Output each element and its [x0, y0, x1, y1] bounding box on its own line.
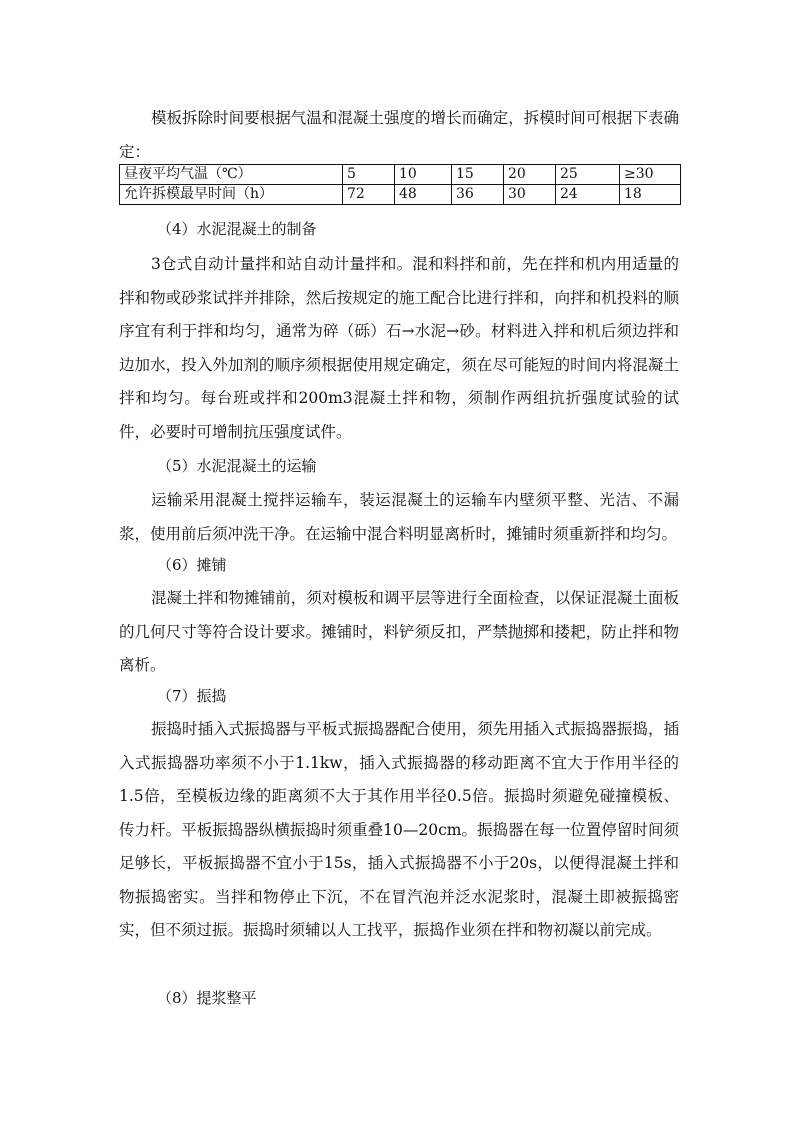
section-paragraph: 运输采用混凝土搅拌运输车，装运混凝土的运输车内壁须平整、光洁、不漏浆，使用前后须冲洗干净。在运输中混合料明显离析时，摊铺时须重新拌和均匀。 [119, 491, 679, 543]
section-heading: （4）水泥混凝土的制备 [157, 220, 317, 238]
table-cell: 72 [343, 185, 395, 205]
table-cell: 20 [504, 165, 556, 185]
table-cell: ≥30 [620, 165, 681, 185]
section-heading: （6）摊铺 [157, 556, 227, 574]
table-cell: 5 [343, 165, 395, 185]
section-heading: （8）提浆整平 [157, 989, 257, 1007]
table-row [120, 185, 681, 205]
table-row-label: 昼夜平均气温（℃） [120, 165, 343, 185]
table-cell: 15 [452, 165, 504, 185]
table-cell: 25 [556, 165, 620, 185]
table-row [120, 165, 681, 185]
section-heading: （7）振捣 [157, 687, 227, 705]
table-row-label: 允许拆模最早时间（h） [120, 185, 343, 205]
table-cell: 30 [504, 185, 556, 205]
table-cell: 48 [395, 185, 452, 205]
table-cell: 18 [620, 185, 681, 205]
section-paragraph: 3仓式自动计量拌和站自动计量拌和。混和料拌和前，先在拌和机内用适量的拌和物或砂浆试拌并排除，然后按规定的施工配合比进行拌和，向拌和机投料的顺序宜有利于拌和均匀，通常为碎（砾）石→水泥→砂。材料进入拌和机后须边拌和边加水，投入外加剂的顺序须根据使用规定确定，须在尽可能短的时间内将混凝土拌和均匀。每台班或拌和200m3混凝土拌和物，须制作两组抗折强度试验的试件，必要时可增制抗压强度试件。 [119, 255, 679, 441]
section-paragraph: 混凝土拌和物摊铺前，须对模板和调平层等进行全面检查，以保证混凝土面板的几何尺寸等符合设计要求。摊铺时，料铲须反扣，严禁抛掷和搂耙，防止拌和物离析。 [119, 589, 679, 674]
section-paragraph: 振捣时插入式振捣器与平板式振捣器配合使用，须先用插入式振捣器振捣，插入式振捣器功率须不小于1.1kw，插入式振捣器的移动距离不宜大于作用半径的1.5倍，至模板边缘的距离须不大于其作用半径0.5倍。振捣时须避免碰撞模板、传力杆。平板振捣器纵横振捣时须重叠10—20cm。振捣器在每一位置停留时间须足够长，平板振捣器不宜小于15s，插入式振捣器不小于20s，以便得混凝土拌和物振捣密实。当拌和物停止下沉，不在冒汽泡并泛水泥浆时，混凝土即被振捣密实，但不须过振。振捣时须辅以人工找平，振捣作业须在拌和物初凝以前完成。 [119, 720, 679, 939]
intro-paragraph: 模板拆除时间要根据气温和混凝土强度的增长而确定，拆模时间可根据下表确定： [119, 109, 679, 161]
formwork-removal-table [119, 164, 681, 205]
table-cell: 36 [452, 185, 504, 205]
table-cell: 24 [556, 185, 620, 205]
table-cell: 10 [395, 165, 452, 185]
section-heading: （5）水泥混凝土的运输 [157, 457, 317, 475]
